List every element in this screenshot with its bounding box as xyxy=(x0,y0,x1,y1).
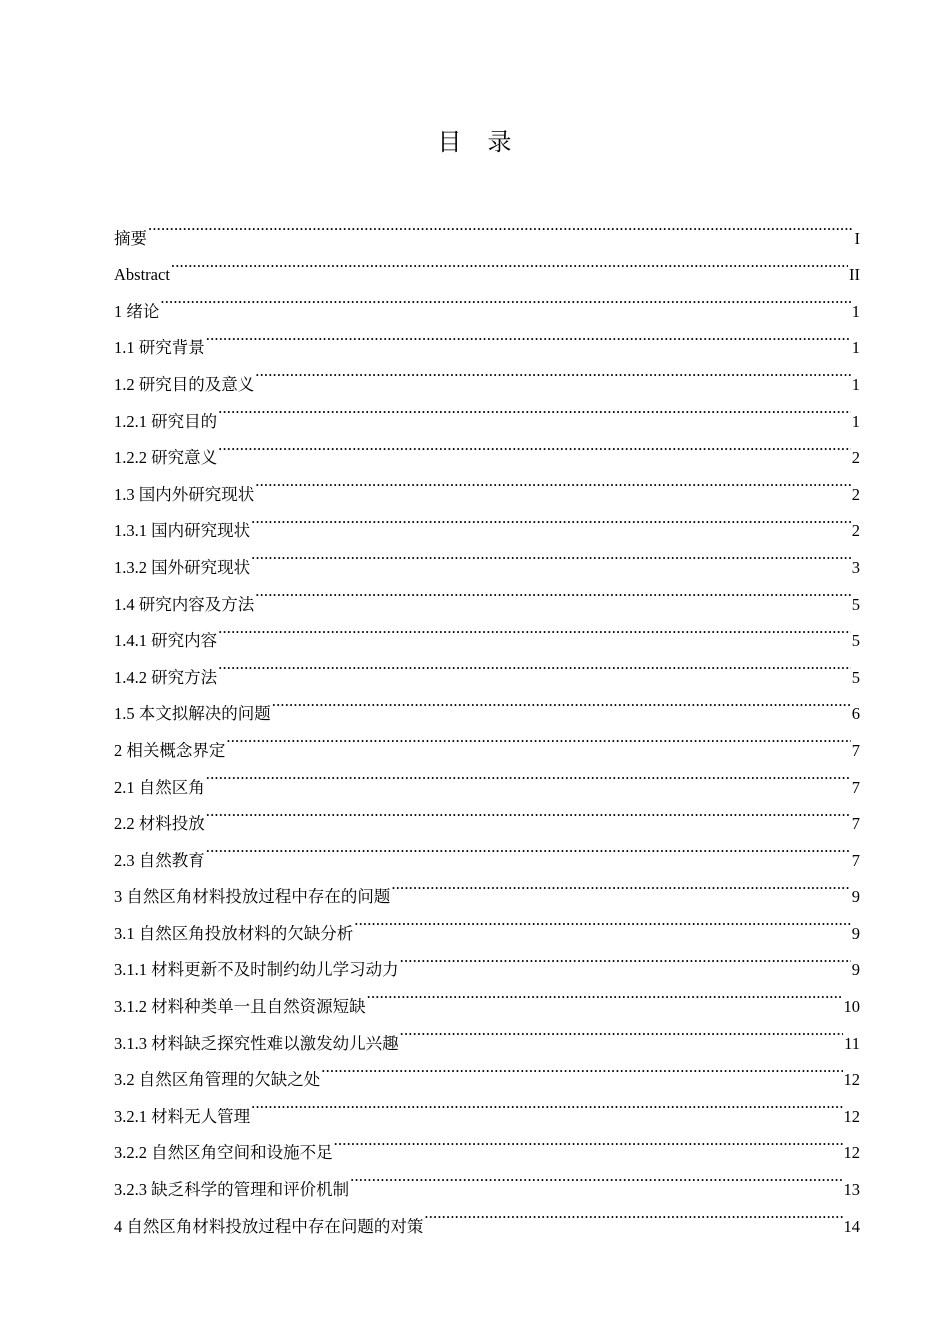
toc-entry-page-number: 2 xyxy=(851,484,860,504)
toc-dot-leader xyxy=(218,390,851,427)
toc-dot-leader xyxy=(367,975,843,1012)
toc-entry-page-number: 2 xyxy=(851,521,860,541)
toc-entry[interactable] xyxy=(114,280,860,321)
toc-entry-label: 1.5 本文拟解决的问题 xyxy=(114,704,271,724)
toc-entry-label: 1.4.2 研究方法 xyxy=(114,667,218,687)
toc-entry-label: 1.3.1 国内研究现状 xyxy=(114,521,251,541)
toc-dot-leader xyxy=(255,463,851,500)
toc-dot-leader xyxy=(218,646,851,683)
toc-entry[interactable] xyxy=(114,427,860,468)
toc-dot-leader xyxy=(251,536,851,573)
toc-entry[interactable] xyxy=(114,793,860,834)
toc-entry[interactable] xyxy=(114,719,860,760)
toc-entry-label: 1.2.2 研究意义 xyxy=(114,448,218,468)
toc-dot-leader xyxy=(148,207,854,244)
toc-entry-page-number: II xyxy=(849,265,860,285)
toc-entry[interactable] xyxy=(114,317,860,358)
toc-entry-page-number: 9 xyxy=(851,960,860,980)
toc-entry-page-number: 5 xyxy=(851,631,860,651)
toc-entry-page-number: 12 xyxy=(843,1070,860,1090)
toc-entry-page-number: 1 xyxy=(851,411,860,431)
toc-entry-page-number: 11 xyxy=(844,1033,860,1053)
toc-dot-leader xyxy=(171,244,848,281)
toc-entry-label: 2 相关概念界定 xyxy=(114,740,226,760)
toc-entry[interactable] xyxy=(114,244,860,285)
toc-entry-label: 3.2.1 材料无人管理 xyxy=(114,1106,251,1126)
toc-dot-leader xyxy=(255,353,851,390)
toc-entry-label: 3.1.2 材料种类单一且自然资源短缺 xyxy=(114,997,366,1017)
toc-dot-leader xyxy=(400,1012,843,1049)
toc-entry-label: 1.3 国内外研究现状 xyxy=(114,484,255,504)
toc-entry-page-number: 12 xyxy=(843,1106,860,1126)
toc-entry-page-number: I xyxy=(854,228,860,248)
toc-dot-leader xyxy=(218,427,851,464)
toc-entry-page-number: 7 xyxy=(851,814,860,834)
toc-dot-leader xyxy=(400,939,851,976)
toc-dot-leader xyxy=(226,719,850,756)
toc-entry-label: 3.2 自然区角管理的欠缺之处 xyxy=(114,1070,321,1090)
toc-dot-leader xyxy=(424,1195,842,1232)
toc-dot-leader xyxy=(206,756,851,793)
toc-entry-page-number: 7 xyxy=(851,850,860,870)
toc-entry[interactable] xyxy=(114,756,860,797)
toc-entry-label: 3 自然区角材料投放过程中存在的问题 xyxy=(114,887,391,907)
toc-entry-page-number: 9 xyxy=(851,887,860,907)
toc-entry-page-number: 1 xyxy=(851,301,860,321)
toc-entry-label: 1.2.1 研究目的 xyxy=(114,411,218,431)
toc-entry-page-number: 7 xyxy=(851,777,860,797)
toc-entry-label: 2.2 材料投放 xyxy=(114,814,205,834)
toc-entry-label: 1.3.2 国外研究现状 xyxy=(114,557,251,577)
toc-dot-leader xyxy=(206,317,851,354)
toc-entry-page-number: 5 xyxy=(851,594,860,614)
toc-dot-leader xyxy=(251,500,851,537)
toc-entry[interactable] xyxy=(114,353,860,394)
toc-dot-leader xyxy=(160,280,850,317)
toc-entry-page-number: 1 xyxy=(851,374,860,394)
toc-entry-page-number: 5 xyxy=(851,667,860,687)
toc-dot-leader xyxy=(206,829,851,866)
toc-dot-leader xyxy=(350,1158,842,1195)
toc-entry[interactable] xyxy=(114,866,860,907)
toc-entry-page-number: 14 xyxy=(843,1216,860,1236)
toc-entry-label: 1.4.1 研究内容 xyxy=(114,631,218,651)
toc-dot-leader xyxy=(334,1122,843,1159)
toc-entry-label: 3.1.1 材料更新不及时制约幼儿学习动力 xyxy=(114,960,399,980)
toc-entry-label: 2.3 自然教育 xyxy=(114,850,205,870)
toc-entry-label: 3.2.2 自然区角空间和设施不足 xyxy=(114,1143,333,1163)
toc-dot-leader xyxy=(272,683,851,720)
toc-entry-page-number: 13 xyxy=(843,1180,860,1200)
toc-entry-page-number: 6 xyxy=(851,704,860,724)
toc-entry[interactable] xyxy=(114,683,860,724)
page-title: 目录 xyxy=(437,128,538,156)
toc-dot-leader xyxy=(206,793,851,830)
toc-entry-page-number: 1 xyxy=(851,338,860,358)
toc-entry[interactable] xyxy=(114,207,860,248)
toc-entry-page-number: 2 xyxy=(851,448,860,468)
toc-entry[interactable] xyxy=(114,610,860,651)
toc-entry-label: 3.1 自然区角投放材料的欠缺分析 xyxy=(114,923,354,943)
toc-entry-page-number: 10 xyxy=(843,997,860,1017)
toc-dot-leader xyxy=(321,1049,842,1086)
toc-entry-label: Abstract xyxy=(114,265,170,285)
toc-dot-leader xyxy=(251,1085,842,1122)
toc-entry-page-number: 3 xyxy=(851,557,860,577)
table-of-contents xyxy=(114,207,860,1236)
toc-entry[interactable] xyxy=(114,463,860,504)
toc-entry-label: 1.1 研究背景 xyxy=(114,338,205,358)
toc-entry-page-number: 12 xyxy=(843,1143,860,1163)
toc-entry-label: 3.1.3 材料缺乏探究性难以激发幼儿兴趣 xyxy=(114,1033,399,1053)
toc-entry-label: 3.2.3 缺乏科学的管理和评价机制 xyxy=(114,1180,350,1200)
toc-entry-label: 1.2 研究目的及意义 xyxy=(114,374,255,394)
toc-dot-leader xyxy=(218,610,851,647)
toc-entry-page-number: 7 xyxy=(851,740,860,760)
toc-entry[interactable] xyxy=(114,829,860,870)
toc-entry-label: 摘要 xyxy=(114,228,147,248)
toc-entry[interactable] xyxy=(114,646,860,687)
toc-entry-page-number: 9 xyxy=(851,923,860,943)
toc-entry-label: 1.4 研究内容及方法 xyxy=(114,594,255,614)
toc-dot-leader xyxy=(255,573,851,610)
toc-entry-label: 4 自然区角材料投放过程中存在问题的对策 xyxy=(114,1216,424,1236)
toc-dot-leader xyxy=(354,902,851,939)
toc-entry-label: 2.1 自然区角 xyxy=(114,777,205,797)
toc-dot-leader xyxy=(391,866,850,903)
toc-entry-label: 1 绪论 xyxy=(114,301,160,321)
toc-entry[interactable] xyxy=(114,390,860,431)
